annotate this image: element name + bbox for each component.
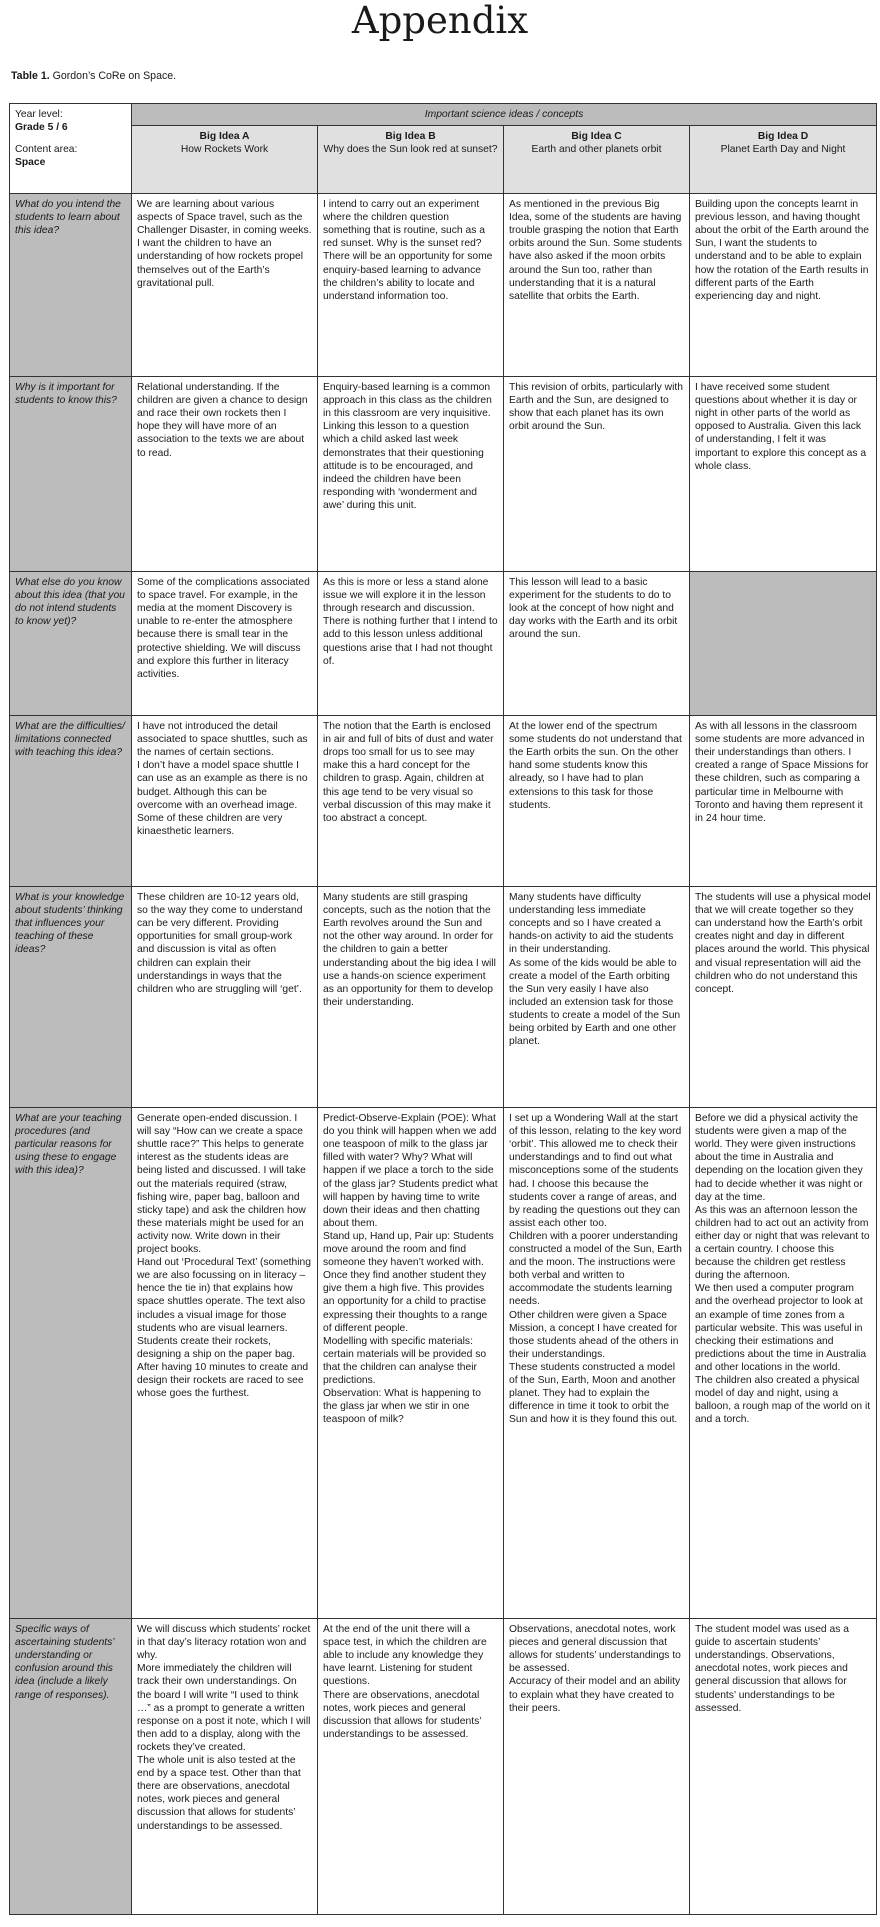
table-cell: These children are 10-12 years old, so the way they come to understand can be very different. Providing opportunities for small group-work and discussion is vital as often children can explain their understandings in ways that the children who are struggling will ‘get’. bbox=[132, 887, 318, 1108]
big-idea-c-header bbox=[504, 126, 690, 194]
table-cell: Relational understanding. If the children are given a chance to design and race their own rockets then I hope they will have more of an association to the texts we are about to read. bbox=[132, 377, 318, 572]
table-cell: The students will use a physical model that we will create together so they can understand how the Earth’s orbit creates night and day in different places around the world. This physical and visual representation will aid the children who do not understand this concept. bbox=[690, 887, 877, 1108]
row-question: What are your teaching procedures (and particular reasons for using these to engage with this idea)? bbox=[10, 1108, 132, 1619]
table-cell: The student model was used as a guide to ascertain students’ understandings. Observations, anecdotal notes, work pieces and general discussion that allows for students’ understandings to be assessed. bbox=[690, 1619, 877, 1915]
table-cell: Some of the complications associated to space travel. For example, in the media at the moment Discovery is unable to re-enter the atmosphere because there is small tear in the protective shielding. We will discuss and explore this further in literacy activities. bbox=[132, 572, 318, 716]
page-title: Appendix bbox=[351, 0, 529, 42]
row-question: What are the difficulties/ limitations connected with teaching this idea? bbox=[10, 716, 132, 887]
table-row bbox=[10, 887, 877, 1108]
core-table bbox=[9, 103, 877, 1915]
table-cell: Observations, anecdotal notes, work pieces and general discussion that allows for students’ understandings to be assessed. Accuracy of their model and an ability to explain what they have created to their peers. bbox=[504, 1619, 690, 1915]
table-cell: We are learning about various aspects of Space travel, such as the Challenger Disaster, in coming weeks. I want the children to have an understanding of how rockets propel themselves out of the Earth’s gravitational pull. bbox=[132, 194, 318, 377]
table-cell: This lesson will lead to a basic experiment for the students to do to look at the concept of how night and day works with the Earth and its orbit around the sun. bbox=[504, 572, 690, 716]
table-cell: I have not introduced the detail associated to space shuttles, such as the names of certain sections. I don’t have a model space shuttle I can use as an example as there is no budget. Although this can be overcome with an overhead image. Some of these children are very kinaesthetic learners. bbox=[132, 716, 318, 887]
table-cell: Before we did a physical activity the students were given a map of the world. They were given instructions about the time in Australia and depending on the location given they had to decide whether it was night or day at the time. As this was an afternoon lesson the children had to act out an activity from either day or night that was relevant to a certain country. I choose this because the children get restless during the afternoon. We then used a computer program and the overhead projector to look at an example of time zones from a particular website. This was useful in checking their estimations and predictions about the time in Australia and other locations in the world. The children also created a physical model of day and night, using a balloon, a rough map of the world on it and a torch. bbox=[690, 1108, 877, 1619]
big-idea-d-header bbox=[690, 126, 877, 194]
year-level-label: Year level: bbox=[15, 109, 63, 120]
content-area-label: Content area: bbox=[15, 144, 78, 156]
row-question: Specific ways of ascertaining students’ understanding or confusion around this idea (include a likely range of responses). bbox=[10, 1619, 132, 1915]
table-cell: We will discuss which students’ rocket in that day’s literacy rotation won and why. More immediately the children will track their own understandings. On the board I will write “I used to think …” as a prompt to generate a written response on a post it note, which I will then add to a display, along with the rockets they’ve created. The whole unit is also tested at the end by a space test. Other than that there are observations, anecdotal notes, work pieces and general discussion that allows for students’ understandings to be assessed. bbox=[132, 1619, 318, 1915]
caption-label: Table 1. bbox=[11, 70, 50, 82]
big-idea-subtitle: Earth and other planets orbit bbox=[531, 144, 662, 156]
table-cell: I have received some student questions about whether it is day or night in other parts of the world as opposed to Australia. Given this lack of understanding, I felt it was important to explore this concept as a whole class. bbox=[690, 377, 877, 572]
table-cell: This revision of orbits, particularly with Earth and the Sun, are designed to show that each planet has its own orbit around the Sun. bbox=[504, 377, 690, 572]
table-cell: Enquiry-based learning is a common approach in this class as the children in this classroom are very inquisitive. Linking this lesson to a question which a child asked last week demonstrates that their questioning attitude is to be encouraged, and indeed the children have been responding with ‘wonderment and awe’ during this unit. bbox=[318, 377, 504, 572]
big-idea-subtitle: How Rockets Work bbox=[180, 144, 269, 156]
table-cell: As with all lessons in the classroom some students are more advanced in their understandings than others. I created a range of Space Missions for these children, such as comparing a particular time in Melbourne with Toronto and having them represent it in 24 hour time. bbox=[690, 716, 877, 887]
content-area-value: Space bbox=[15, 157, 46, 169]
big-idea-title: Big Idea D bbox=[757, 131, 809, 143]
table-cell: As this is more or less a stand alone issue we will explore it in the lesson through research and discussion. There is nothing further that I intend to add to this lesson unless additional questions arise that I had not thought of. bbox=[318, 572, 504, 716]
row-question: What do you intend the students to learn about this idea? bbox=[10, 194, 132, 377]
big-idea-a-header bbox=[132, 126, 318, 194]
table-cell: Generate open-ended discussion. I will say “How can we create a space shuttle race?” This helps to generate interest as the students ideas are being listed and discussed. I will take out the materials required (straw, fishing wire, paper bag, balloon and sticky tape) and ask the children how these materials might be used for an activity now. Write down in their project books. Hand out ‘Procedural Text’ (something we are also focussing on in literacy – hence the tie in) that explains how space shuttles operate. The text also includes a visual image for those students who are visual learners. Students create their rockets, designing a ship on the paper bag. After having 10 minutes to create and design their rockets are raced to see whose goes the furthest. bbox=[132, 1108, 318, 1619]
meta-cell bbox=[10, 104, 132, 194]
big-idea-subtitle: Why does the Sun look red at sunset? bbox=[323, 144, 498, 156]
row-question: What else do you know about this idea (that you do not intend students to know yet)? bbox=[10, 572, 132, 716]
table-cell-empty bbox=[690, 572, 877, 716]
science-ideas-heading: Important science ideas / concepts bbox=[132, 104, 877, 126]
table-row bbox=[10, 194, 877, 377]
table-caption bbox=[11, 70, 176, 83]
table-cell: Many students have difficulty understanding less immediate concepts and so I have created a hands-on activity to aid the students in their understanding. As some of the kids would be able to create a model of the Earth orbiting the Sun very easily I have also included an extension task for those students to create a model of the Sun being orbited by Earth and one other planet. bbox=[504, 887, 690, 1108]
table-cell: Building upon the concepts learnt in previous lesson, and having thought about the orbit of the Earth around the Sun, I want the students to understand and to be able to explain how the rotation of the Earth results in different parts of the Earth experiencing day and night. bbox=[690, 194, 877, 377]
table-cell: The notion that the Earth is enclosed in air and full of bits of dust and water drops too small for us to see may make this a hard concept for the children to grasp. Again, children at this age tend to be very visual so verbal discussion of this may make it too abstract a concept. bbox=[318, 716, 504, 887]
table-cell: Many students are still grasping concepts, such as the notion that the Earth revolves around the Sun and not the other way around. In order for the children to gain a better understanding about the big idea I will use a hands-on science experiment as an opportunity for them to develop their understanding. bbox=[318, 887, 504, 1108]
table-cell: I intend to carry out an experiment where the children question something that is routine, such as a red sunset. Why is the sunset red? There will be an opportunity for some enquiry-based learning to advance the children’s ability to locate and understand information too. bbox=[318, 194, 504, 377]
big-idea-subtitle: Planet Earth Day and Night bbox=[720, 144, 846, 156]
table-cell: Predict-Observe-Explain (POE): What do you think will happen when we add one teaspoon of milk to the glass jar filled with water? Why? What will happen if we place a torch to the side of the glass jar? Students predict what will happen by having time to write down their ideas and then chatting about them. Stand up, Hand up, Pair up: Students move around the room and find someone they haven’t worked with. Once they find another student they give them a high five. This provides an opportunity for a child to practise expressing their thoughts to a range of different people. Modelling with specific materials: certain materials will be provided so that the children can analyse their predictions. Observation: What is happening to the glass jar when we stir in one teaspoon of milk? bbox=[318, 1108, 504, 1619]
row-question: What is your knowledge about students’ thinking that influences your teaching of these ideas? bbox=[10, 887, 132, 1108]
table-cell: At the lower end of the spectrum some students do not understand that the Earth orbits the sun. On the other hand some students know this already, so I have had to plan extensions to this task for those students. bbox=[504, 716, 690, 887]
table-cell: At the end of the unit there will a space test, in which the children are able to include any knowledge they have learnt. Listening for student questions. There are observations, anecdotal notes, work pieces and general discussion that allows for students’ understandings to be assessed. bbox=[318, 1619, 504, 1915]
table-row bbox=[10, 572, 877, 716]
big-idea-title: Big Idea B bbox=[385, 131, 436, 143]
table-row bbox=[10, 377, 877, 572]
table-row bbox=[10, 716, 877, 887]
big-idea-b-header bbox=[318, 126, 504, 194]
row-question: Why is it important for students to know this? bbox=[10, 377, 132, 572]
table-row bbox=[10, 1108, 877, 1619]
table-row bbox=[10, 1619, 877, 1915]
caption-text: Gordon’s CoRe on Space. bbox=[52, 70, 177, 82]
big-idea-title: Big Idea C bbox=[571, 131, 622, 143]
table-cell: I set up a Wondering Wall at the start of this lesson, relating to the key word ‘orbit’. This allowed me to check their understandings and to find out what misconceptions some of the students had. I choose this because the students cover a range of areas, and by reading the questions out they can assist each other too. Children with a poorer understanding constructed a model of the Sun, Earth and the moon. The instructions were both verbal and written to accommodate the students learning needs. Other children were given a Space Mission, a concept I have created for those students ahead of the others in their understandings. These students constructed a model of the Sun, Earth, Moon and another planet. They had to explain the difference in time it took to orbit the Sun and how it is they found this out. bbox=[504, 1108, 690, 1619]
table-cell: As mentioned in the previous Big Idea, some of the students are having trouble grasping the notion that Earth orbits around the Sun. Some students have also asked if the moon orbits around the Sun too, rather than understanding that it is a natural satellite that orbits the Earth. bbox=[504, 194, 690, 377]
year-level-value: Grade 5 / 6 bbox=[15, 122, 68, 134]
big-idea-title: Big Idea A bbox=[199, 131, 250, 143]
